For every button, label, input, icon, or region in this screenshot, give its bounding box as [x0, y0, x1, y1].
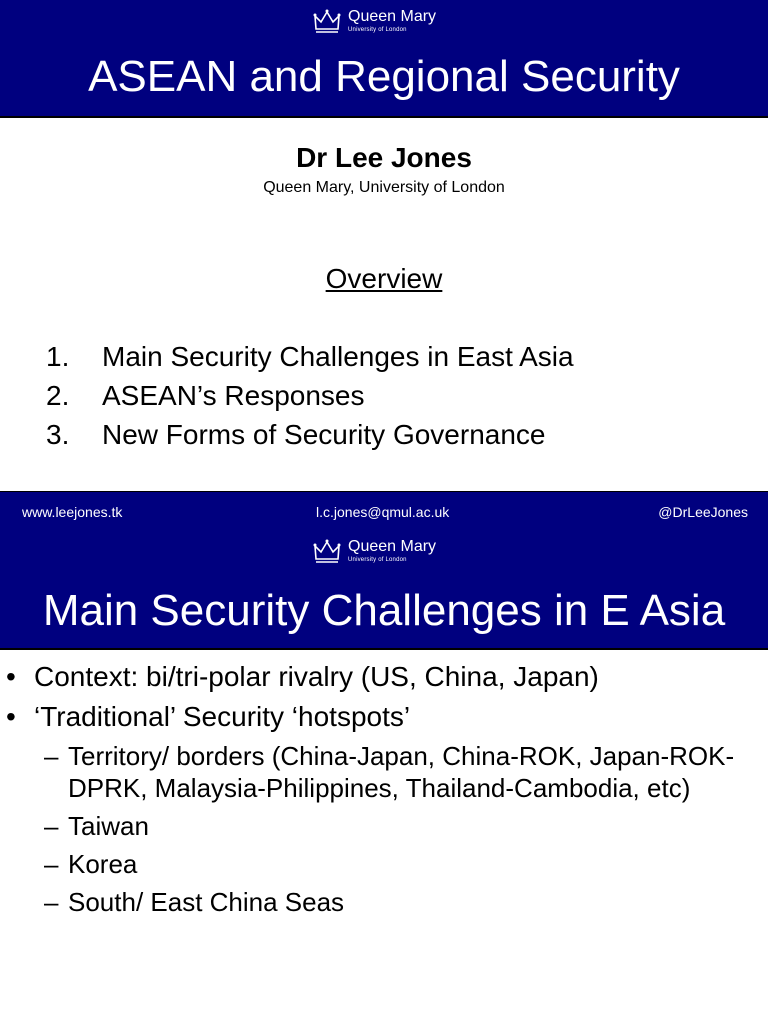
queen-mary-logo — [312, 6, 436, 36]
list-item-text: ASEAN’s Responses — [102, 380, 365, 411]
crown-icon — [312, 537, 342, 565]
list-item — [46, 418, 574, 457]
sub-list-item — [0, 848, 768, 880]
sub-bullet-list — [0, 740, 768, 918]
bullet-list — [0, 660, 768, 918]
logo-name: Queen Mary — [348, 8, 437, 25]
author-affiliation: Queen Mary, University of London — [263, 179, 505, 196]
list-item-text: New Forms of Security Governance — [102, 419, 546, 450]
sub-bullet-text: Korea — [68, 849, 138, 879]
queen-mary-logo — [312, 536, 436, 566]
crown-icon — [312, 7, 342, 35]
sub-bullet-text: Taiwan — [68, 811, 149, 841]
dash-marker: – — [44, 741, 59, 771]
bullet-marker: • — [6, 701, 16, 732]
author-name: Dr Lee Jones — [296, 142, 472, 173]
slide-1-header — [0, 0, 768, 118]
bullet-marker: • — [6, 661, 16, 692]
list-item-number: 2. — [46, 380, 70, 411]
list-item — [0, 660, 768, 694]
dash-marker: – — [44, 849, 59, 879]
slide-1-title: ASEAN and Regional Security — [88, 52, 680, 101]
logo-name: Queen Mary — [348, 538, 437, 555]
slide-1-footer — [0, 491, 768, 531]
dash-marker: – — [44, 887, 59, 917]
sub-list-item — [0, 810, 768, 842]
list-item-text: Main Security Challenges in East Asia — [102, 341, 574, 372]
slide-2 — [0, 530, 768, 1024]
bullet-text: Context: bi/tri-polar rivalry (US, China, Japan) — [34, 661, 599, 692]
list-item-number: 3. — [46, 419, 70, 450]
sub-bullet-text: South/ East China Seas — [68, 887, 345, 917]
list-item-number: 1. — [46, 341, 70, 372]
sub-list-item — [0, 886, 768, 918]
footer-email-link[interactable]: l.c.jones@qmul.ac.uk — [316, 504, 450, 520]
overview-heading: Overview — [325, 263, 443, 294]
dash-marker: – — [44, 811, 59, 841]
sub-bullet-text: Territory/ borders (China-Japan, China-ROK, Japan-ROK-DPRK, Malaysia-Philippines, Thailand-Cambodia, etc) — [68, 741, 735, 803]
logo-subtitle: University of London — [348, 27, 407, 33]
footer-website-link[interactable]: www.leejones.tk — [22, 504, 123, 520]
list-item — [46, 340, 574, 379]
slide-2-title: Main Security Challenges in E Asia — [42, 586, 726, 635]
bullet-text: ‘Traditional’ Security ‘hotspots’ — [34, 701, 411, 732]
logo-subtitle: University of London — [348, 557, 407, 563]
list-item — [46, 379, 574, 418]
slide-2-header — [0, 530, 768, 650]
footer-twitter-link[interactable]: @DrLeeJones — [658, 504, 748, 520]
list-item — [0, 700, 768, 734]
overview-list — [46, 340, 574, 457]
sub-list-item — [0, 740, 768, 804]
